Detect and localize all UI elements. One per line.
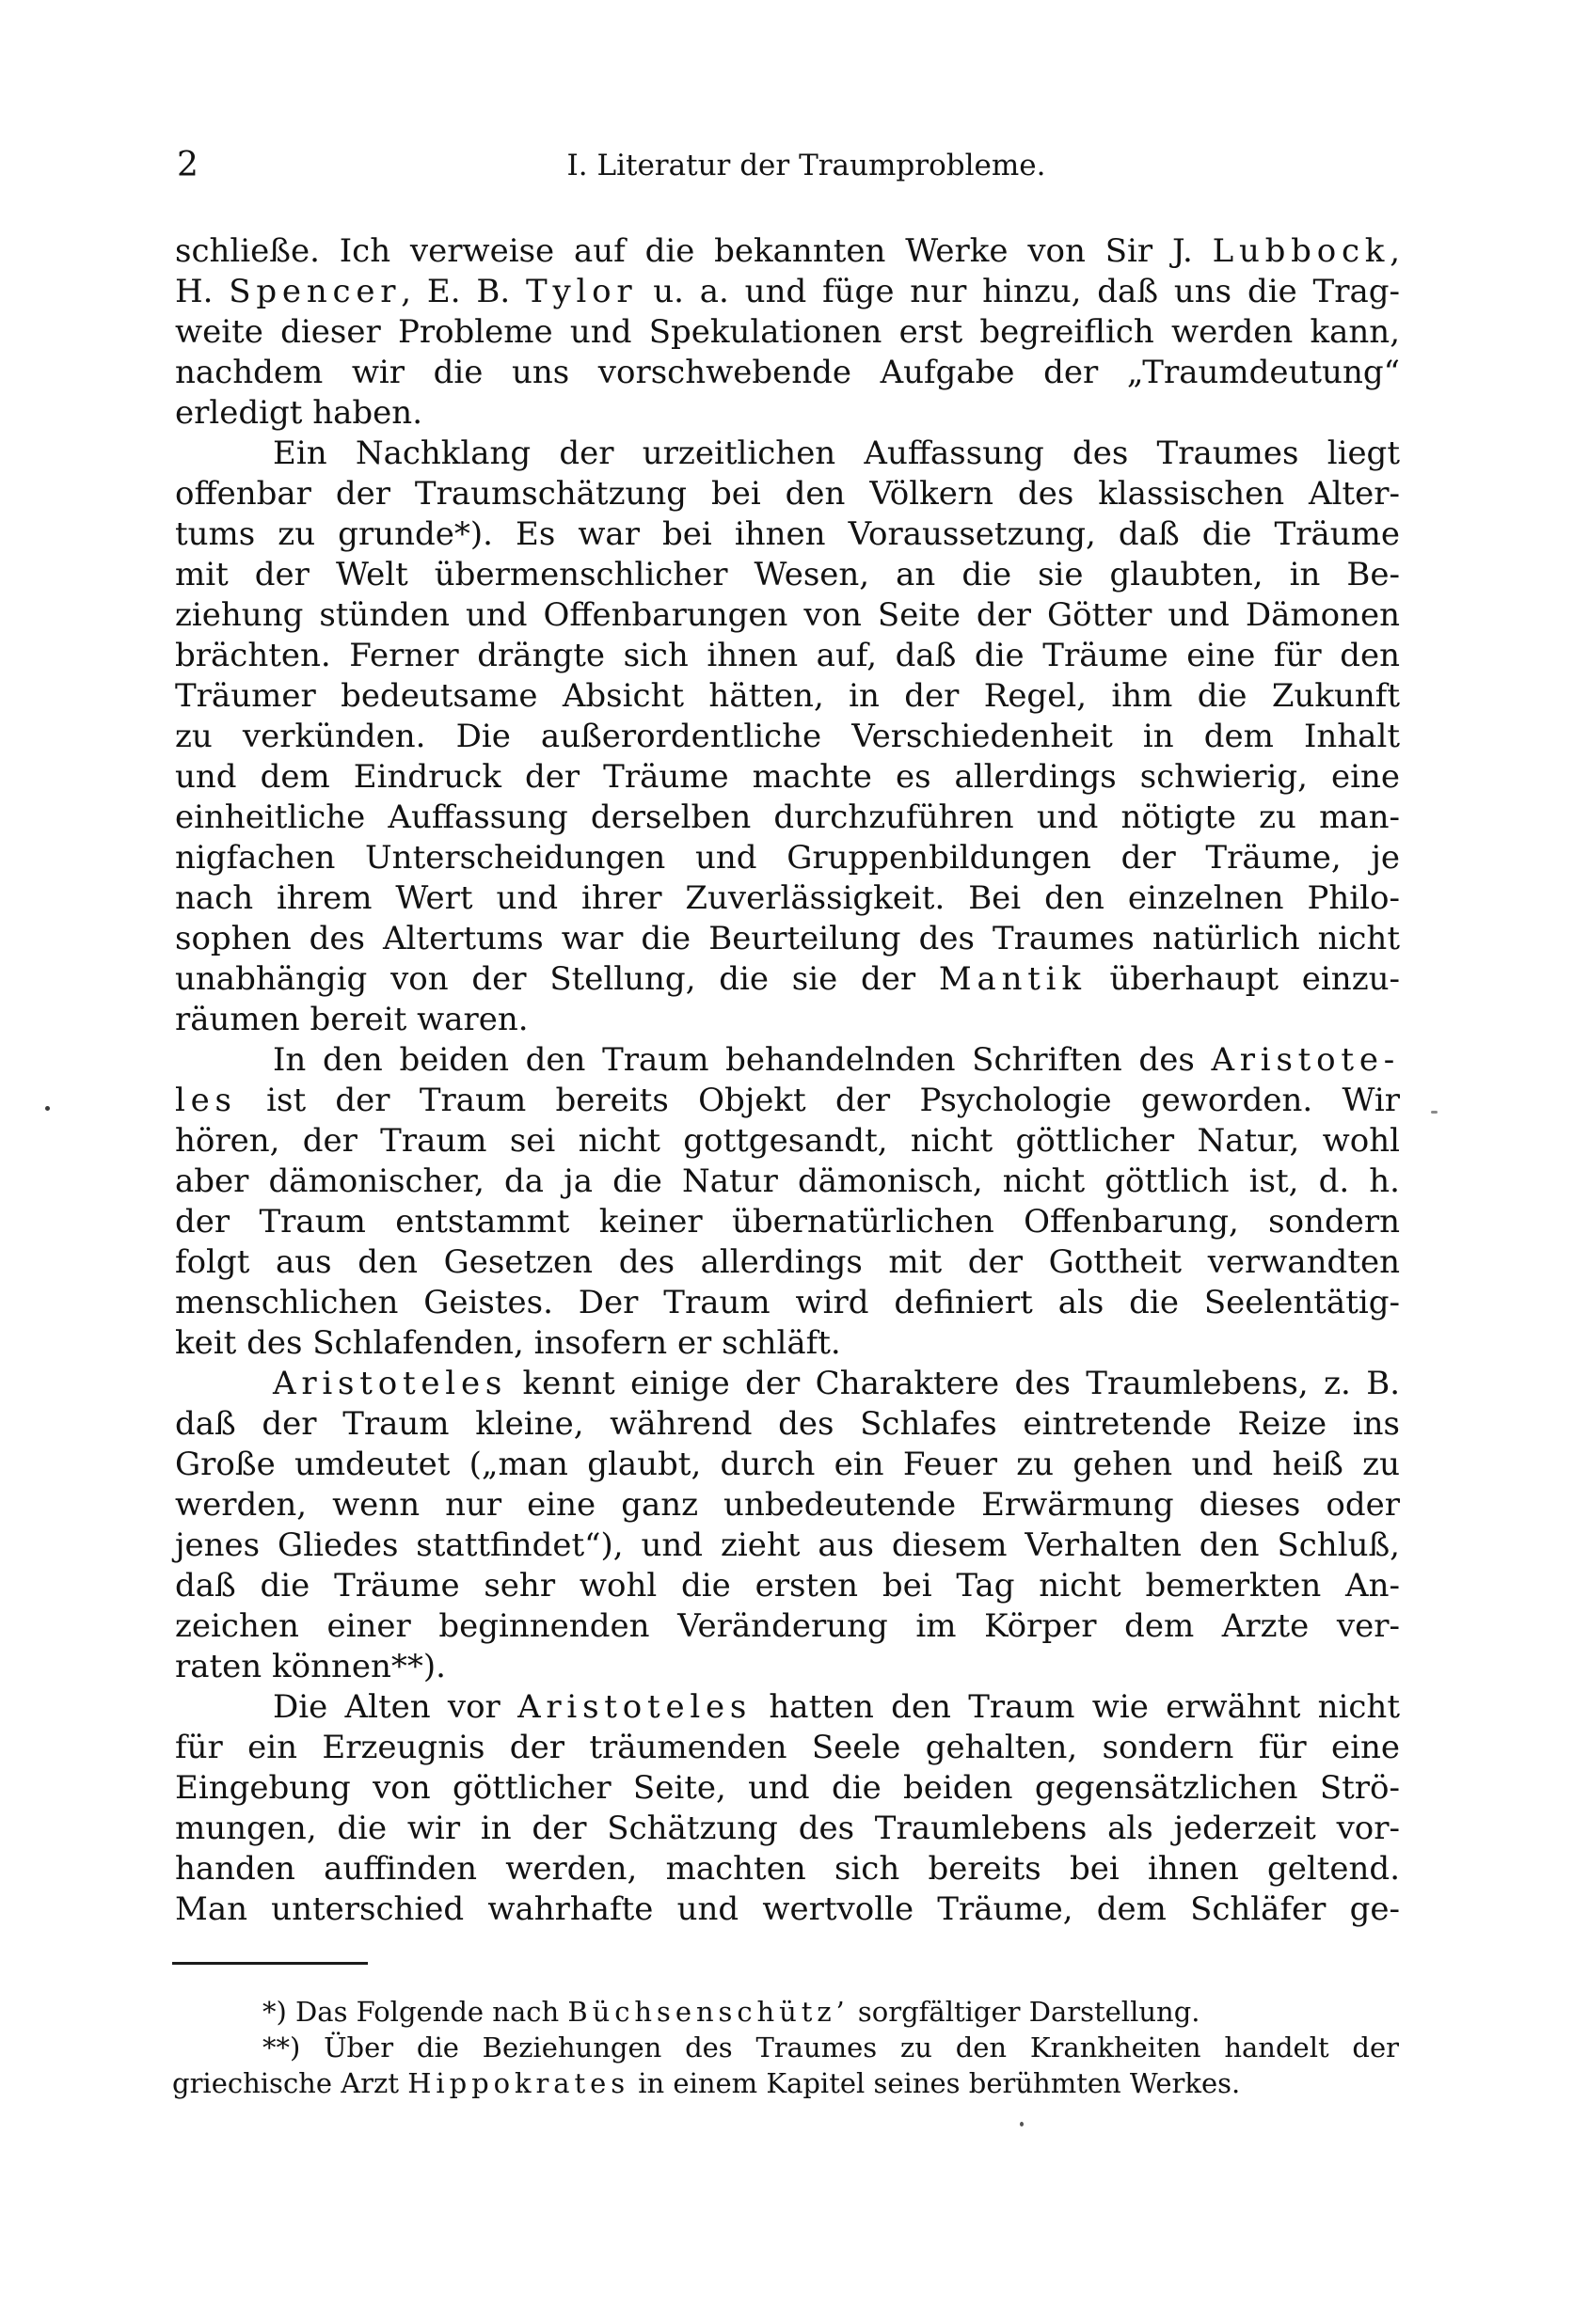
text-line: der Traum entstammt keiner übernatürlichen Offenbarung, sondern	[175, 1203, 1400, 1241]
footnotes	[172, 1994, 1399, 2101]
footnote-line: *) Das Folgende nach Büchsenschütz’ sorgfältiger Darstellung.	[262, 1996, 1200, 2028]
letterspaced-name: les	[175, 1082, 237, 1119]
letterspaced-name: Hippokrates	[407, 2067, 630, 2099]
footnote-divider	[172, 1962, 368, 1965]
letterspaced-name: Lubbock	[1212, 232, 1390, 270]
text-line: weite dieser Probleme und Spekulationen erst begreiflich werden kann,	[175, 313, 1400, 351]
text-line: keit des Schlafenden, insofern er schläft.	[175, 1324, 841, 1362]
letterspaced-name: Aristoteles	[517, 1688, 753, 1726]
letterspaced-name: Aristoteles	[273, 1365, 508, 1402]
text-line: hören, der Traum sei nicht gottgesandt, nicht göttlicher Natur, wohl	[175, 1122, 1400, 1160]
text-line: mit der Welt übermenschlicher Wesen, an die sie glaubten, in Be-	[175, 556, 1400, 593]
text-line: und dem Eindruck der Träume machte es allerdings schwierig, eine	[175, 758, 1400, 796]
text-line: offenbar der Traumschätzung bei den Völkern des klassischen Alter-	[175, 475, 1400, 513]
paragraph	[175, 231, 1400, 434]
text-line: Aristoteles kennt einige der Charaktere des Traumlebens, z. B.	[273, 1365, 1400, 1402]
text-line: raten können**).	[175, 1648, 446, 1685]
paragraph	[175, 1040, 1400, 1364]
text-line: nigfachen Unterscheidungen und Gruppenbildungen der Träume, je	[175, 839, 1400, 877]
letterspaced-name: Büchsenschütz’	[567, 1996, 850, 2028]
footnote-line: griechische Arzt Hippokrates in einem Kapitel seines berühmten Werkes.	[172, 2067, 1241, 2099]
paragraph	[175, 1364, 1400, 1687]
body-text	[175, 231, 1400, 1930]
scan-artifact-dot	[1020, 2122, 1024, 2126]
text-line: H. Spencer, E. B. Tylor u. a. und füge nur hinzu, daß uns die Trag-	[175, 273, 1401, 310]
text-line: handen auffinden werden, machten sich bereits bei ihnen geltend.	[175, 1850, 1400, 1888]
text-line: räumen bereit waren.	[175, 1001, 529, 1038]
text-line: zu verkünden. Die außerordentliche Verschiedenheit in dem Inhalt	[175, 718, 1400, 755]
text-line: Man unterschied wahrhafte und wertvolle Träume, dem Schläfer ge-	[175, 1890, 1400, 1928]
text-line: tums zu grunde*). Es war bei ihnen Voraussetzung, daß die Träume	[175, 515, 1400, 553]
text-line: nach ihrem Wert und ihrer Zuverlässigkeit. Bei den einzelnen Philo-	[175, 879, 1400, 917]
text-line: werden, wenn nur eine ganz unbedeutende Erwärmung dieses oder	[175, 1486, 1400, 1524]
text-line: mungen, die wir in der Schätzung des Traumlebens als jederzeit vor-	[175, 1810, 1400, 1847]
scan-artifact-dot	[1431, 1111, 1438, 1114]
text-line: In den beiden den Traum behandelnden Schriften des Aristote-	[273, 1041, 1400, 1079]
text-line: schließe. Ich verweise auf die bekannten Werke von Sir J. Lubbock,	[175, 232, 1400, 270]
text-line: Große umdeutet („man glaubt, durch ein Feuer zu gehen und heiß zu	[175, 1446, 1400, 1483]
letterspaced-name: Tylor	[526, 273, 638, 310]
scan-artifact-dot	[45, 1106, 50, 1111]
footnote-line: **) Über die Beziehungen des Traumes zu den Krankheiten handelt der	[262, 2032, 1399, 2063]
page-number: 2	[177, 146, 199, 184]
text-line: Ein Nachklang der urzeitlichen Auffassung des Traumes liegt	[273, 435, 1400, 472]
text-line: les ist der Traum bereits Objekt der Psychologie geworden. Wir	[175, 1082, 1400, 1119]
text-line: für ein Erzeugnis der träumenden Seele gehalten, sondern für eine	[175, 1729, 1400, 1766]
text-line: aber dämonischer, da ja die Natur dämonisch, nicht göttlich ist, d. h.	[175, 1162, 1400, 1200]
page-header	[175, 147, 1400, 190]
text-line: nachdem wir die uns vorschwebende Aufgabe der „Traumdeutung“	[175, 354, 1400, 391]
paragraph	[175, 1687, 1400, 1930]
text-line: menschlichen Geistes. Der Traum wird definiert als die Seelentätig-	[175, 1284, 1400, 1321]
text-line: folgt aus den Gesetzen des allerdings mit der Gottheit verwandten	[175, 1243, 1400, 1281]
text-line: unabhängig von der Stellung, die sie der Mantik überhaupt einzu-	[175, 960, 1400, 998]
chapter-running-title: I. Literatur der Traumprobleme.	[566, 149, 1046, 182]
paragraph	[175, 434, 1400, 1040]
text-line: Träumer bedeutsame Absicht hätten, in der Regel, ihm die Zukunft	[175, 677, 1400, 715]
text-line: erledigt haben.	[175, 394, 423, 432]
text-line: Die Alten vor Aristoteles hatten den Traum wie erwähnt nicht	[273, 1688, 1400, 1726]
text-line: einheitliche Auffassung derselben durchzuführen und nötigte zu man-	[175, 798, 1400, 836]
text-line: jenes Gliedes stattfindet“), und zieht aus diesem Verhalten den Schluß,	[175, 1526, 1400, 1564]
letterspaced-name: Spencer	[229, 273, 402, 310]
text-line: daß der Traum kleine, während des Schlafes eintretende Reize ins	[175, 1405, 1400, 1443]
text-line: brächten. Ferner drängte sich ihnen auf, daß die Träume eine für den	[175, 637, 1400, 674]
text-line: Eingebung von göttlicher Seite, und die beiden gegensätzlichen Strö-	[175, 1769, 1400, 1807]
text-line: zeichen einer beginnenden Veränderung im Körper dem Arzte ver-	[175, 1607, 1400, 1645]
text-line: daß die Träume sehr wohl die ersten bei Tag nicht bemerkten An-	[175, 1567, 1400, 1605]
text-line: sophen des Altertums war die Beurteilung des Traumes natürlich nicht	[175, 920, 1400, 957]
text-line: ziehung stünden und Offenbarungen von Seite der Götter und Dämonen	[175, 596, 1400, 634]
letterspaced-name: Aristote-	[1211, 1041, 1400, 1079]
letterspaced-name: Mantik	[938, 960, 1087, 998]
